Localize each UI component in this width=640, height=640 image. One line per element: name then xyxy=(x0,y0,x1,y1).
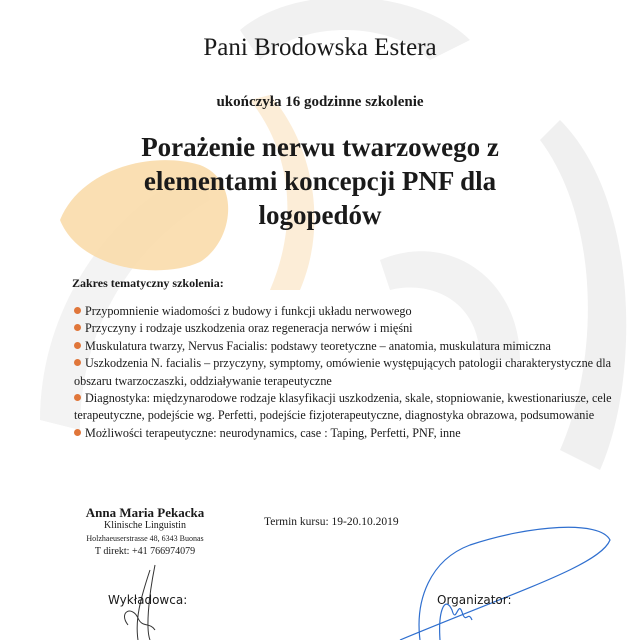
scope-item: Możliwości terapeutyczne: neurodynamics, case : Taping, Perfetti, PNF, inne xyxy=(74,425,614,442)
bullet-icon xyxy=(74,342,81,349)
lecturer-label: Wykładowca: xyxy=(108,593,188,607)
stamp-address: Holzhaeuserstrasse 48, 6343 Buonas xyxy=(86,534,204,543)
scope-item: Uszkodzenia N. facialis – przyczyny, symptomy, omówienie występujących patologii charakterystyczne dla obszaru twarzoczaszki, oddziaływanie terapeutyczne xyxy=(74,356,612,388)
bullet-icon xyxy=(74,394,81,401)
completion-line: ukończyła 16 godzinne szkolenie xyxy=(216,94,424,110)
scope-item: Diagnostyka: międzynarodowe rodzaje klasyfikacji uszkodzenia, skale, stopniowanie, kwestionariusze, cele terapeutyczne, podejście wg. Perfetti, podejście fizjoterapeutyczne, diagnostyka obrazowa, podsumowanie xyxy=(74,391,612,423)
bullet-icon xyxy=(74,324,81,331)
stamp-phone: T direkt: +41 766974079 xyxy=(94,546,196,557)
bullet-icon xyxy=(74,429,81,436)
scope-item: Muskulatura twarzy, Nervus Facialis: podstawy teoretyczne – anatomia, muskulatura mimiczna xyxy=(74,338,614,355)
bullet-icon xyxy=(74,307,81,314)
stamp-name: Anna Maria Pekacka xyxy=(85,505,205,520)
course-title xyxy=(0,130,640,232)
course-title-line: logopedów xyxy=(258,200,382,230)
organizer-signature xyxy=(400,527,610,640)
recipient-name: Pani Brodowska Estera xyxy=(203,34,437,61)
course-title-line: elementami koncepcji PNF dla xyxy=(143,166,497,196)
organizer-label: Organizator: xyxy=(437,593,512,607)
scope-item: Przyczyny i rodzaje uszkodzenia oraz regeneracja nerwów i mięśni xyxy=(74,320,614,337)
course-title-line: Porażenie nerwu twarzowego z xyxy=(141,132,499,162)
lecturer-stamp xyxy=(50,506,240,558)
scope-list xyxy=(74,303,614,442)
course-date: Termin kursu: 19-20.10.2019 xyxy=(264,516,399,528)
bullet-icon xyxy=(74,359,81,366)
scope-item: Przypomnienie wiadomości z budowy i funkcji układu nerwowego xyxy=(74,303,614,320)
scope-heading: Zakres tematyczny szkolenia: xyxy=(72,276,224,290)
stamp-role: Klinische Linguistin xyxy=(104,520,186,531)
